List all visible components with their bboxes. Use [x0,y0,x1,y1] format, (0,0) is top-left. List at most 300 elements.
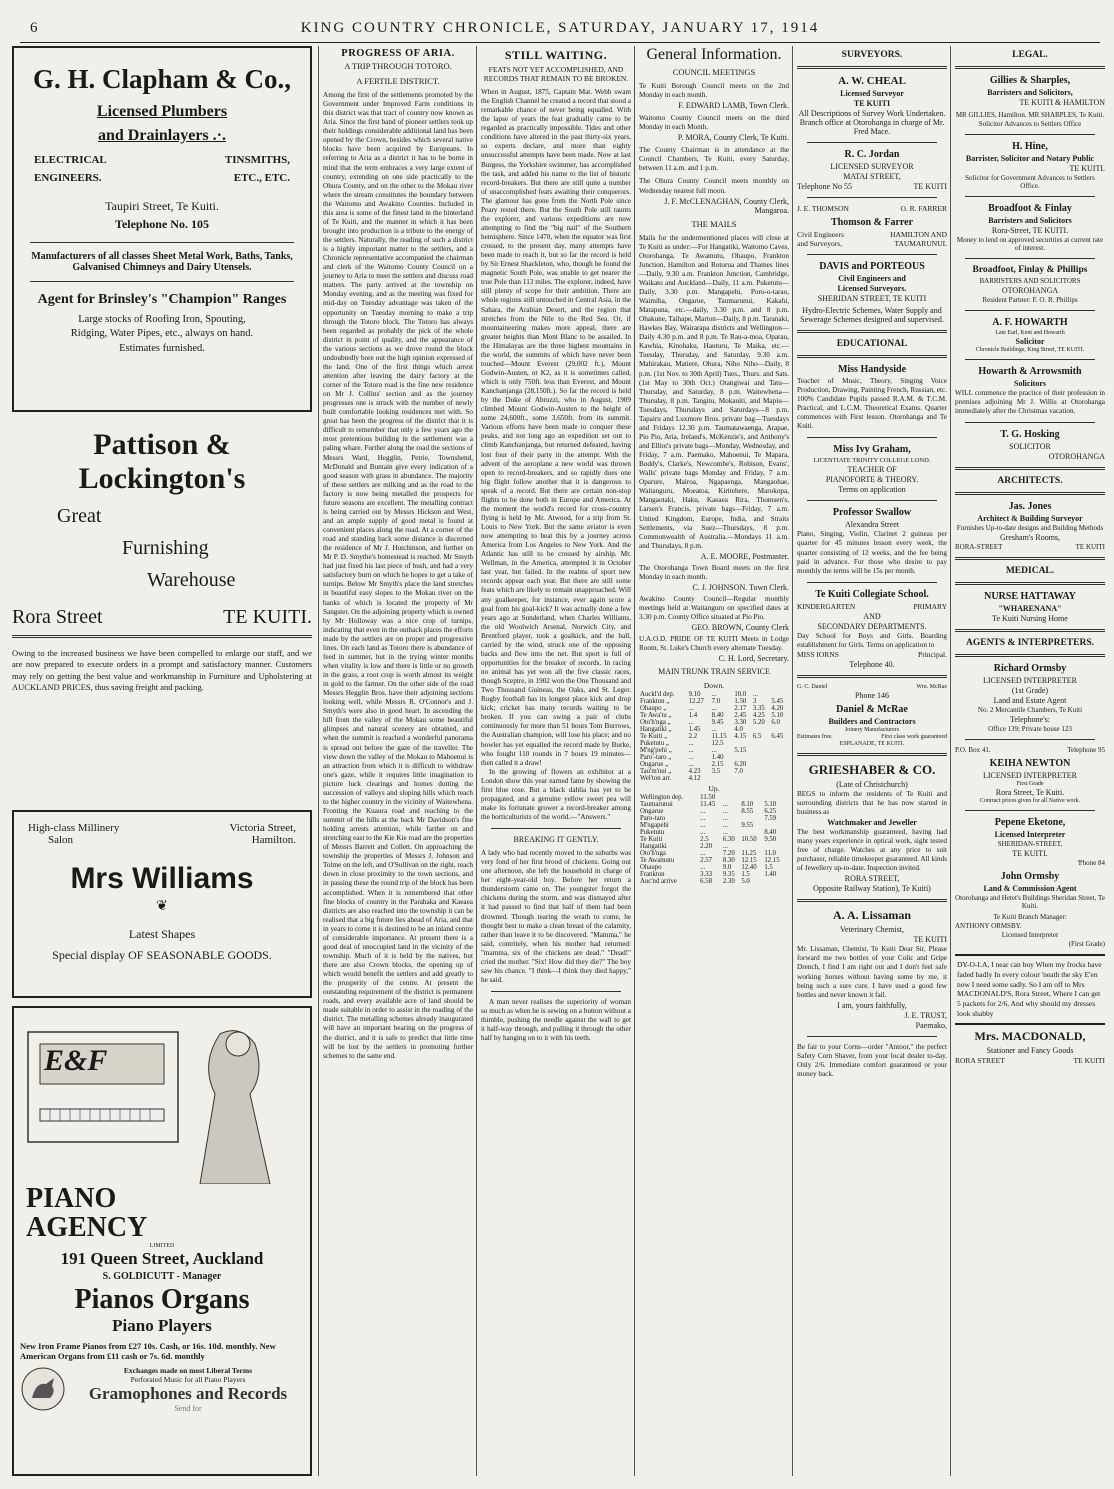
table-cell: 12.27 [688,698,704,706]
divider [797,66,947,69]
table-row [639,747,789,754]
table-cell [770,761,789,768]
grieshaber-name: GRIESHABER & CO. [808,761,936,777]
table-cell: 6.20 [734,761,747,769]
table-cell: Paro-taro [640,815,666,823]
clapham-l2: and Drainlayers .·. [97,127,226,144]
table-cell: ... [700,864,706,872]
table-cell: 6.0 [771,719,780,727]
table-cell: 5.0 [741,878,750,886]
gramophone-dog-icon [20,1366,66,1412]
table-cell: 2.17 [734,705,747,713]
gr-l5: RORA STREET, [844,874,900,884]
table-cell [752,775,771,782]
table-cell: Auckl'd dep. [640,691,675,699]
divider [955,654,1105,657]
divider [807,437,937,438]
divider [807,582,937,583]
gs-name: Gillies & Sharples, [989,75,1071,86]
graham-l1: LICENTIATE TRINITY COLLEGE LOND. [813,457,931,465]
coll-l3: AND [863,611,881,621]
mac-l2: RORA STREET [955,1055,1005,1065]
collegiate-name: Te Kuiti Collegiate School. [815,588,929,600]
table-cell: 5.10 [764,801,777,809]
table-cell: 5.20 [752,719,765,727]
table-cell [786,829,789,836]
jo-l3: Te Kuiti Branch Manager: [993,913,1067,922]
tf-n1: J. E. THOMSON [797,204,849,213]
clapham-right1: TINSMITHS, [224,154,290,166]
table-cell [770,768,789,775]
table-cell [770,740,789,747]
table-row [639,712,789,719]
table-cell: Tau'm'nui „ [640,768,672,776]
table-row [639,822,789,829]
table-cell: 2.57 [700,857,713,865]
tgh-l2: OTOROHANGA [1048,452,1105,462]
train-down-label: Down. [703,681,725,691]
williams-tr2: Hamilton. [251,834,296,846]
table-cell: 3.30 [734,719,747,727]
table-cell [770,747,789,754]
table-cell: ... [688,705,694,713]
tf-r1b: HAMILTON AND [890,230,947,239]
kn-tel: Telephone 95 [1067,746,1105,755]
table-cell: Wel'ton arr. [640,775,672,783]
piano-l2: AGENCY [26,1212,148,1244]
table-cell: 7.0 [734,768,743,776]
table-cell: 3.33 [700,871,713,879]
table-row [639,815,789,822]
dp-name: DAVIS and PORTEOUS [819,261,925,272]
swallow-name: Professor Swallow [832,507,912,519]
table-cell: Taumarunui [640,801,673,809]
piano-bottom [20,1366,304,1413]
dm-l6: Estimates free. [797,733,833,740]
ro-name: Richard Ormsby [993,663,1067,675]
graham-l3: PIANOFORTE & THEORY. [825,475,919,485]
table-cell: 8.55 [741,808,754,816]
table-cell: ... [722,829,728,837]
table-cell [733,754,752,761]
williams-name: Mrs Williams [70,862,254,895]
table-cell [770,691,789,698]
gs-l3: MR GILLIES, Hamilton. MR SHARPLES, Te Kuiti. [955,111,1105,119]
pattison-l2: Furnishing [122,537,209,559]
divider [965,359,1095,360]
divider [30,242,294,243]
table-cell: 11.45 [700,801,716,809]
table-row [639,843,789,850]
pe-l4: 'Phone 84 [1077,859,1105,868]
clapham-l1: Licensed Plumbers [96,103,228,120]
table-cell: Auc'nd arrive [640,878,677,886]
column-6 [950,46,1105,1476]
table-row [639,740,789,747]
table-cell [722,794,740,801]
clapham-addr: Taupiri Street, Te Kuiti. [105,199,219,213]
jo-l5: Licensed Interpreter [1001,931,1059,940]
page-number: 6 [30,20,40,36]
table-cell: ... [711,747,717,755]
ro-l4: No. 2 Mercantile Chambers, Te Kuiti [977,706,1083,715]
table-cell: 5.15 [734,747,747,755]
table-cell: 6.58 [700,878,713,886]
tf-n2: O. R. FARRER [900,204,947,213]
newspaper-title: KING COUNTRY CHRONICLE, SATURDAY, JANUARY 17, 1914 [300,20,820,36]
pattison-street: Rora Street [12,606,103,628]
jo-l1: Land & Commission Agent [983,884,1077,894]
table-row [639,878,789,885]
divider [965,739,1095,740]
dm-name: Daniel & McRae [836,703,908,715]
table-cell: 12.40 [741,864,757,872]
williams-top [20,818,304,850]
divider [807,500,937,501]
table-cell: 2.15 [711,761,724,769]
piano-mgr: S. GOLDICUTT - Manager [102,1270,222,1282]
table-cell: Ohaupo [640,864,662,872]
coll-l1: KINDERGARTEN [797,601,856,611]
table-row [639,705,789,712]
kn-name: KEIHA NEWTON [989,758,1071,770]
table-cell: Frankton „ [640,698,670,706]
architects-head: ARCHITECTS. [997,476,1063,487]
mails-body: Mails for the undermentioned places will close at Te Kuiti as under:—For Hangatiki, Waitomo Caves, Otorohanga, Te Awamutu, Ohaupo, Frankton Junction, Hamilton and Rotorua and Thames lines—Daily, 9.30 a.m. Frankton Junction, Cambridge, Waikato and Auckland—Daily, 11 a.m. Puketutu—Daily, 3.30 p.m. Mangapehi, Poro-o-tarao, Waimiha, Ongarue, Taumarunui, Kakahi, Matapuna, etc.—daily, 3.30 p.m. and 8 p.m. Ohakune, Taihape, Marton—Daily, 8 p.m. Taranaki, Hawkes Bay, Wairarapa districts and Wellington—Daily 4.30 p.m. and 8 p.m. Te Rau-a-moa, Oparau, Kawhia, Kinohaku, Hauturu, Te Maika, etc.—Tuesday, Thursday, and Saturday, 9.30 a.m. Mahirakau, Matiere, Ohura, Niho Niho—Daily, 8 p.m. (1st Nov. to 30th April) Tues., Thurs. and Sats. (1st May to 30th Oct.) Otangiwai and Tatu—Thursday, and Saturday, 8 p.m. Waitewhena—Thursday, 8 p.m. Tangitu, Mokauiti, and Mapiu—Tuesdays, Thursdays and Saturdays—8 p.m. Tapairu and Luxmore Bros. private bag—Tuesdays and Fridays 12.30 p.m. Taumatawaenga, Arapae, Pio Pio, Aria, Ireland's, McKenzie's, and Anthony's and Elliot's private bags—Monday, Wednesday, and Friday, 7 a.m. Paemako, Mahoenui, Te Mapara, Boddy's, Clarke's, Newcombe's, Robison, Evans', Walls' private bags Monday and Friday, 7 a.m. Oparure, Mairoa, Ngapaenga, Mangaohae, Waitanguru, Moeatoa, Kiritehere, Marokopa, Mangaotaki, Haku, Kaeaea Rira, Thomsen's, Larsen's Francis, private bags—Friday, 7 a.m. United Kingdom, Europe, India, and Straits Settlements, via Suez—Thursdays, 8 p.m. Commonwealth of Australia.—Mondays 11 a.m. and Thursdays, 8 p.m. [639,233,789,550]
mac-row [955,1056,1105,1065]
table-cell: ... [722,808,728,816]
graham-l4: Terms on application [838,485,906,495]
table-row [639,857,789,864]
nurse-l2: Te Kuiti Nursing Home [992,614,1068,624]
table-cell [763,843,786,850]
gr-body2: The best workmanship guaranteed, having had many years experience in optical work, sight tested free of charge. Watches at any price to suit purchaser, reliable timekeeper guaranteed. All kinds of Jewellery up-to-date. Inspection invited. [797,828,947,873]
how-l1: Late Earl, Kent and Howarth [995,330,1065,336]
clapham-est: Estimates furnished. [119,343,205,354]
table-cell: 7.0 [711,698,721,706]
column-1 [12,46,312,1476]
table-cell: 12.15 [764,857,780,865]
notice-awakino-sig: GEO. BROWN, County Clerk [691,623,789,633]
table-cell [763,794,786,801]
lissaman-name: A. A. Lissaman [832,908,912,923]
hosking-name: T. G. Hosking [1000,429,1060,441]
table-cell [786,836,789,843]
bf-l3: Money to lend on approved securities at current rate of interest. [956,236,1104,252]
divider [965,196,1095,197]
jones-l5: TE KUITI [1075,543,1105,552]
masthead [20,18,1100,43]
table-cell: 6.5 [752,733,762,741]
table-cell: 3.5 [711,768,721,776]
table-cell: 6.25 [764,808,777,816]
progress-subhead-2: A FERTILE DISTRICT. [356,76,440,86]
piano-l3: Pianos Organs [74,1283,250,1315]
ro-l2: (1st Grade) [1011,686,1049,696]
table-cell [786,850,789,857]
legal-head: LEGAL. [1012,50,1048,60]
cheal-l2: TE KUITI [853,99,891,108]
table-cell: 2.30 [722,878,735,886]
divider [965,810,1095,811]
table-cell: 8.40 [711,712,724,720]
bf-l1: Barristers and Solicitors [988,216,1072,225]
table-cell: 9.0 [722,864,732,872]
handyside-body: Teacher of Music, Theory, Singing Voice Production, Drawing, Painting French, Russian, etc. 100% Candidate Pupils passed R.A.M. & T.C.M. Practical, and L.C.M. Theoretical Exams. Quarter commences with First lesson. Otorohanga and Te Kuiti. [797,377,947,431]
medical-head: MEDICAL. [1005,566,1055,577]
divider [955,582,1105,585]
table-cell: 1.5 [764,864,773,872]
table-cell [770,754,789,761]
table-cell: Puketutu „ [640,740,669,748]
filler-body: A man never realises the superiority of woman so much as when he is sewing on a button without a thimble, pushing the needle against the wall to get it half-way through, and pulling it through the other half by hanging on to it with his teeth. [481,998,631,1043]
clapham-mfg: Manufacturers of all classes Sheet Metal Work, Baths, Tanks, Galvanised Chimneys and Dairy Utensels. [31,251,293,273]
table-cell: 1.45 [688,726,701,734]
clapham-row2 [20,169,304,187]
clapham-ad [12,46,312,412]
table-cell: 2.5 [700,836,709,844]
piano-send: Send for [174,1403,202,1413]
breaking-body: A lady who had recently moved to the suburbs was very fond of her first brood of chickens. Going out one afternoon, she left the household in charge of her eight-year-old boy. Before her return a thunderstorm came on. The youngster forgot the chickens during the storm, and was dismayed after it had passed to find that half of them had been drowned. Though tearing the wrath to come, he thought best to make a clean breast of the calamity, rather than leave it to be discovered. "Mamma," he said, contritely, when his mother had returned: "mamma, six of the chickens are dead." "Dead!" cried the mother. "Six! How did they die?" The boy saw his chance. "I think—I think they died happy," he said. [481,849,631,984]
hine-name: H. Hine, [1012,141,1048,152]
ro-l3: Land and Estate Agent [993,696,1067,706]
divider [965,422,1095,423]
pe-name: Pepene Eketone, [994,817,1066,829]
train-table-down [639,691,789,782]
table-row [639,850,789,857]
table-cell: ... [711,691,717,699]
how-l3: Chronicle Buildings, King Street, TE KUITI. [975,347,1085,353]
ro-l5: Telephone's: [1010,715,1050,725]
clapham-row1 [20,151,304,169]
coll-l8: Telephone 40. [849,659,895,669]
graham-name: Miss Ivy Graham, [833,444,911,456]
mac-l1: Stationer and Fancy Goods [986,1045,1074,1055]
table-cell: ... [752,691,758,699]
bfp-l2: OTOROHANGA [1001,286,1059,295]
table-cell: ... [700,829,706,837]
table-cell: 9.45 [711,719,724,727]
ro-l1: LICENSED INTERPRETER [983,676,1077,686]
ro-l6: Office 139; Private house 123 [988,725,1072,734]
table-cell [752,754,771,761]
williams-display: Special display OF SEASONABLE GOODS. [52,948,272,962]
table-cell [786,801,789,808]
mac-l3: TE KUITI [1073,1055,1105,1065]
table-cell: 12.15 [741,857,757,865]
swallow-l1: Alexandra Street [845,520,899,530]
still-waiting-body-1: When in August, 1875, Captain Mat. Webb swam the English Channel he created a record that stood a remarkable chance of never being equalled. With the lapse of years the feat gradually came to be regarded as practically impossible. Tides and other conditions have altered in the past thirty-six years, so experts declare, and more than eighty unsuccessful attempts have been made. Now at last Burgess, the Yorkshire swimmer, has accomplished the task, and added his name to the list of historic record-breakers. But there are still quite a number of unaccomplished feats awaiting their conquerors. The glamour has gone from the North Pole since Peary rested there. But the South Pole still taunts the explorer, and various expeditions are now attempting to find the "big nail" of the Southern hemisphere. Since 1470, when the equator was first crossed, to the present day, many attempts have been made to reach it, but so far the record is held by Sir Ernest Shackleton, who, though he found the magnetic South Pole, was unable to get nearer the true Pole than 113 miles. The explorer, indeed, have still plenty of scope for their ambition. There are whole regions still untouched in Central Asia, in the Sahara, the Arabian Desert, and the region that stretches from the Nile to the Red Sea. Or, if mountaineering makes more appeal, there are greater heights than Mont Blanc to be assailed. In the Himalayas are the three highest mountains in the world, the summits of which have never been touched—Mount Everest (29,002 ft.), Mount Godwin-Austen, or K2, as it is sometimes called, which is only 750ft. less than Everest, and Mount Kanchanjanga (28,150ft.). So far the record is held by the Duke of Abruzzi, who in August, 1909 climbed Mount Godwin-Austen to the height of some 24,600ft., some 3,650ft. from its summit. Various efforts have been made to conquer these peaks, and not long ago an expedition set out to climb Kanchanjanga, but returned defeated, having lost four of their party in the attempt. With the advent of the aeroplane a new world was thrown open to record-breakers, and so rapidly does one big flight follow another that it is dangerous to speak of a record. But there are certain non-stop flights to be done both in Europe and America. At the moment the world's record for cross-country flying is held by Mr. Atwood, for a trip from St. Louis to New York. But the same aviator is even now attempting to beat this by a journey across America from Los Angeles to New York. And the Atlantic has still to be crossed by airship. Mr. Wellman, in the America, attempted it in October last year, but failed. In the realms of sport new records appear each year. But there are still some feats which are likely to remain unapproached. Will any goalkeeper, for instance, ever again score a goal from his goal-kick? It was actually done a few years ago at Sunderland, when Charles Williams, the old Woolwich Arsenal, Norwich City, and Brentford player, took a goalkick, and the ball, carried by the wind, struck one of the opposing backs and flew into the net. But sport is full of opportunities for the breaker of records. In racing no animal has yet won all the five classic races, though Sceptre, in 1902 won the One Thousand and Two Thousand Guineas, the Oaks, and St. Leger. Rugby football has its longest place kick and drop kick; cricket has many records waiting to be broken. If you can swing a pair of clubs continuously for more than 51 hours Tom Burrows, the Australian champion, will lose his place; and no bowler has yet equalled the record made by Burke, who fought 110 rounds in 7 hours 19 minutes—then called it a draw! [481,88,631,767]
table-cell: Ongarue [640,808,664,816]
cheal-l3: All Descriptions of Survey Work Undertaken. Branch office at Otorohanga in charge of Mr. Fred Mace. [798,109,946,136]
dp-l1: Civil Engineers and [838,274,906,283]
piano-prices: New Iron Frame Pianos from £27 10s. Cash, or 16s. 10d. monthly. New American Organs from £11 cash or 7s. 6d. monthly [20,1340,276,1361]
pe-l1: Licensed Interpreter [994,830,1066,840]
ha-l1: Solicitors [1014,379,1046,388]
still-waiting-headline: STILL WAITING. [504,48,608,62]
table-row [639,775,789,782]
table-cell: 4.15 [734,733,747,741]
table-row [639,719,789,726]
table-cell [740,843,763,850]
table-cell: 11.50 [700,794,716,802]
pe-l3: TE KUITI. [1012,849,1048,859]
pattison-town: TE KUITI. [223,606,312,628]
table-cell [752,726,771,733]
table-cell: ... [722,815,728,823]
table-cell: ... [688,761,694,769]
table-cell: 9.55 [741,822,754,830]
handyside-name: Miss Handyside [837,364,907,375]
table-cell [786,808,789,815]
coll-body: Day School for Boys and Girls. Boarding establishment for Girls. Terms on application to [797,631,947,649]
table-cell: Ongarue „ [640,761,669,769]
table-cell [786,843,789,850]
table-cell [752,740,771,747]
notice-ohura: The Ohura County Council meets monthly on Wednesday nearest full moon. [639,177,789,195]
piano-exch: Exchanges made on most Liberal Terms [123,1365,253,1375]
table-row [639,726,789,733]
table-cell [711,775,734,782]
table-cell: 11.0 [764,850,776,858]
jones-l2: Furnishes Up-to-date designs and Building Methods [956,524,1104,533]
williams-tl2: Salon [48,834,74,846]
table-cell [752,768,771,775]
dm-l7: First class work guaranteed [881,733,947,740]
tf-row2 [797,239,947,248]
table-cell: 8.40 [764,829,777,837]
table-cell: 4.25 [752,712,765,720]
table-cell [770,775,789,782]
table-cell: 10.0 [734,691,747,699]
bfp-l3: Resident Partner: F. O. R. Phillips [982,296,1078,304]
column-5 [792,46,947,1476]
dp-l2: Licensed Surveyors. [837,284,907,293]
table-row [639,768,789,775]
table-cell: 2.2 [688,733,698,741]
dm-l8: ESPLANADE, TE KUITI. [839,740,905,747]
table-cell [740,794,763,801]
table-cell: 9.35 [722,871,735,879]
kn-l2: First Grade [1016,781,1044,788]
williams-shapes: Latest Shapes [128,927,196,941]
table-cell: ... [711,705,717,713]
table-cell: ... [722,843,728,851]
table-cell: ... [688,754,694,762]
dm-row [797,734,947,740]
table-row [639,698,789,705]
table-cell: 9.10 [688,691,701,699]
how-l2: Solicitor [1015,337,1045,346]
dp-l3: SHERIDAN STREET, TE KUITI [817,294,927,303]
notice-uaod: U.A.O.D. PRIDE OF TE KUITI Meets in Lodge Room, St. Luke's Church every alternate Tuesday. [639,635,789,653]
divider [797,675,947,678]
table-cell: 6.30 [722,836,735,844]
table-row [639,691,789,698]
lis-l5: J. E. TRUST, [904,1010,947,1020]
piano-addr: 191 Queen Street, Auckland [60,1248,264,1268]
notice-county: Waitomo County Council meets on the third Monday in each Month. [639,114,789,132]
piano-illustration [20,1014,306,1184]
table-cell: Hangatiki [640,843,667,851]
table-cell: ... [688,747,694,755]
jordan-l2: MATAI STREET, [843,172,901,181]
divider [12,635,312,638]
gr-l3: Watchmaker and Jeweller [827,818,917,827]
divider [807,197,937,198]
jordan-town: TE KUITI [913,182,947,191]
notice-uaod-sig: C. H. Lord, Secretary. [718,654,789,664]
dm-n2: Wm. McRae [916,683,947,690]
kn-l1: LICENSED INTERPRETER [983,771,1077,781]
jones-l1: Architect & Building Surveyor [977,514,1083,524]
clapham-left1: ELECTRICAL [34,154,107,166]
table-cell: 4.0 [734,726,743,734]
table-row [639,794,789,801]
piano-cat: Perforated Music for all Piano Players [130,1374,246,1384]
piano-gram: Gramophones and Records [88,1383,288,1403]
table-cell: Wellington dep. [640,794,684,802]
dp-l4: Hydro-Electric Schemes, Water Supply and Sewerage Schemes designed and supervised. [800,306,944,324]
table-cell [740,815,763,822]
lis-body: Mr. Lissaman, Chemist, Te Kuiti Dear Sir, Please forward me two bottles of your Colic and Gripe Drench, I find I am right out and I don't feel safe working horses without having some by me, it being such a sure cure. I have used a good few bottles and never known it fail. [797,945,947,999]
train-service-head: MAIN TRUNK TRAIN SERVICE [658,667,770,677]
tf-name: Thomson & Farrer [830,217,914,228]
table-cell [786,857,789,864]
table-cell: 9.50 [764,836,777,844]
bfp-name: Broadfoot, Finlay & Phillips [972,265,1088,275]
gs-l4: Solicitor Advances to Settlers Office [978,120,1082,128]
divider [807,142,937,143]
table-cell [786,822,789,829]
lis-l4: I am, yours faithfully, [837,1000,907,1010]
piano-l1: PIANO [26,1183,117,1214]
divider [955,557,1105,560]
table-row [639,733,789,740]
table-cell [786,815,789,822]
tf-row1 [797,230,947,239]
notice-otorohanga: The Otorohanga Town Board meets on the first Monday in each month. [639,563,789,581]
nurse-l1: "WHARENANA" [998,604,1062,614]
coll-l6: MISS IORNS [797,649,839,659]
table-cell: ... [700,822,706,830]
table-cell: 12.5 [711,740,724,748]
column-4 [634,46,789,1476]
dm-l5: Joinery Manufacturers [844,726,900,733]
table-cell: 5.10 [771,712,784,720]
table-cell: 7.59 [764,815,777,823]
coll-sig [797,650,947,659]
clapham-right2: ETC., ETC. [233,172,290,184]
table-cell [733,775,752,782]
bf-l2: Rora-Street, TE KUITI. [991,226,1069,235]
jordan-row [797,182,947,191]
divider [965,258,1095,259]
table-cell: 1.40 [711,754,724,762]
table-row [639,761,789,768]
gr-l1: (Late of Christchurch) [836,779,908,789]
divider [797,330,947,333]
kn-box: P.O. Box 41. [955,746,991,755]
table-cell: Ohaupo „ [640,705,667,713]
table-cell: ... [711,726,717,734]
ha-name: Howarth & Arrowsmith [978,366,1082,377]
table-cell: Oto'h'nga „ [640,719,671,727]
jones-l3: Gresham's Rooms, [999,533,1061,543]
tf-r1a: Civil Engineers [797,230,844,239]
table-cell: 8.30 [722,857,735,865]
divider [30,281,294,282]
